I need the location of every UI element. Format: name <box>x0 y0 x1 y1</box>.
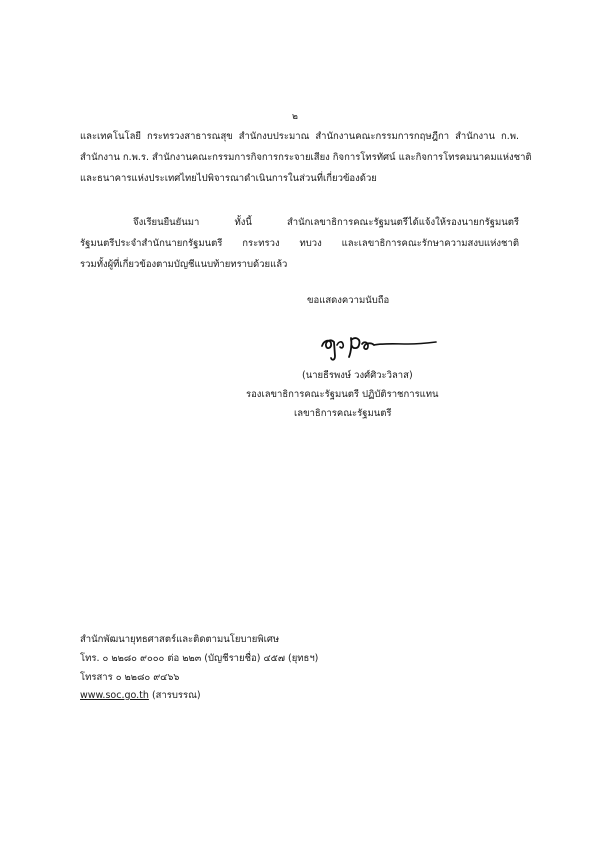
website-suffix: (สารบรรณ) <box>151 690 201 701</box>
office-name: สำนักพัฒนายุทธศาสตร์และติดตามนโยบายพิเศษ <box>80 634 280 645</box>
handwritten-signature <box>318 330 440 364</box>
closing-salutation: ขอแสดงความนับถือ <box>307 295 390 306</box>
paragraph-2-line-3: รวมทั้งผู้ที่เกี่ยวข้องตามบัญชีแนบท้ายทราบด้วยแล้ว <box>80 259 288 270</box>
fax: โทรสาร ๐ ๒๒๘๐ ๙๔๖๖ <box>80 672 180 683</box>
website-link[interactable]: www.soc.go.th <box>80 690 149 701</box>
signatory-name: (นายธีรพงษ์ วงศ์ศิวะวิลาส) <box>302 370 413 381</box>
telephone: โทร. ๐ ๒๒๘๐ ๙๐๐๐ ต่อ ๒๒๓ (บัญชีรายชื่อ) ๔๕๗ (ยุทธฯ) <box>80 653 319 664</box>
signatory-title-line-1: รองเลขาธิการคณะรัฐมนตรี ปฏิบัติราชการแทน <box>246 389 439 400</box>
website-line <box>80 690 201 702</box>
paragraph-1-line-3: และธนาคารแห่งประเทศไทยไปพิจารณาดำเนินการในส่วนที่เกี่ยวข้องด้วย <box>80 173 377 184</box>
page-number: ๒ <box>292 112 298 122</box>
paragraph-2-line-1: จึงเรียนยืนยันมา ทั้งนี้ สำนักเลขาธิการคณะรัฐมนตรีได้แจ้งให้รองนายกรัฐมนตรี <box>133 217 519 228</box>
paragraph-1-line-2: สำนักงาน ก.พ.ร. สำนักงานคณะกรรมการกิจการกระจายเสียง กิจการโทรทัศน์ และกิจการโทรคมนาคมแห่งชาติ <box>80 152 532 163</box>
signatory-title-line-2: เลขาธิการคณะรัฐมนตรี <box>294 408 392 419</box>
paragraph-1-line-1: และเทคโนโลยี กระทรวงสาธารณสุข สำนักงบประมาณ สำนักงานคณะกรรมการกฤษฎีกา สำนักงาน ก.พ. <box>80 131 519 142</box>
paragraph-2-line-2: รัฐมนตรีประจำสำนักนายกรัฐมนตรี กระทรวง ทบวง และเลขาธิการคณะรักษาความสงบแห่งชาติ <box>80 238 519 249</box>
